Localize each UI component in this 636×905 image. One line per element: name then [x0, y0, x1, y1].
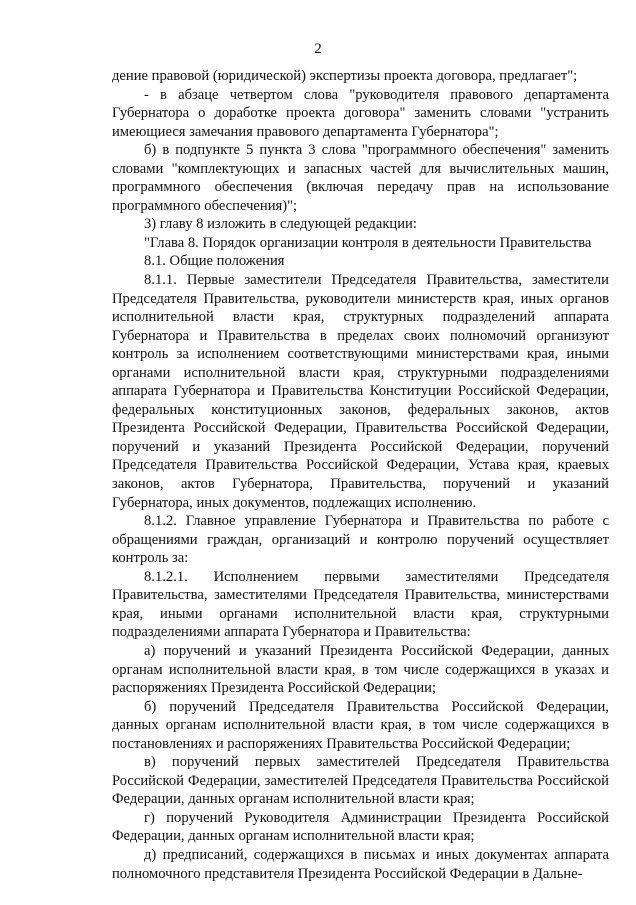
paragraph-8-1-2-1: 8.1.2.1. Исполнением первыми заместителями Председателя Правительства, заместителями Председателя Правительства, министерствами края, иными органами исполнительной власти края, структурными подразделениями аппарата Губернатора и Правительства:	[112, 568, 609, 641]
paragraph-item-a: а) поручений и указаний Президента Российской Федерации, данных органам исполнительной власти края, в том числе содержащихся в указах и распоряжениях Президента Российской Федерации;	[112, 642, 609, 697]
paragraph-item-b: б) поручений Председателя Правительства Российской Федерации, данных органам исполнительной власти края, в том числе содержащихся в постановлениях и распоряжениях Правительства Российской Федерации;	[112, 698, 609, 752]
paragraph-item-3: 3) главу 8 изложить в следующей редакции:	[144, 216, 417, 233]
chapter-heading: "Глава 8. Порядок организации контроля в деятельности Правительства	[144, 234, 592, 251]
page-number: 2	[314, 41, 322, 57]
paragraph-amendment-b: б) в подпункте 5 пункта 3 слова "программного обеспечения" заменить словами "комплектующих и запасных частей для вычислительных машин, программного обеспечения (включая передачу прав на использование программного обеспечения)";	[112, 142, 609, 214]
paragraph-continuation: дение правовой (юридической) экспертизы проекта договора, предлагает";	[112, 68, 578, 84]
paragraph-amendment-fourth-clause: - в абзаце четвертом слова "руководителя правового департамента Губернатора о доработке проекта договора" заменить словами "устранить имеющиеся замечания правового департамента Губернатора";	[112, 86, 609, 140]
paragraph-8-1-1: 8.1.1. Первые заместители Председателя Правительства, заместители Председателя Правительства, руководители министерств края, иных органов исполнительной власти края, структурных подразделений аппарата Губернатора и Правительства в пределах своих полномочий организуют контроль за исполнением соответствующими министерствами края, иными органами исполнительной власти края, структурными подразделениями аппарата Губернатора и Правительства Конституции Российской Федерации, федеральных конституционных законов, федеральных законов, актов Президента Российской Федерации, Правительства Российской Федерации, поручений и указаний Президента Российской Федерации, поручений Председателя Правительства Российской Федерации, Устава края, краевых законов, актов Губернатора, Правительства, поручений и указаний Губернатора, иных документов, подлежащих исполнению.	[112, 272, 609, 511]
section-heading-8-1: 8.1. Общие положения	[144, 253, 285, 270]
paragraph-item-d: д) предписаний, содержащихся в письмах и иных документах аппарата полномочного представителя Президента Российской Федерации в Дальне-	[112, 846, 609, 882]
paragraph-8-1-2: 8.1.2. Главное управление Губернатора и Правительства по работе с обращениями граждан, организаций и контролю поручений осуществляет контроль за:	[112, 513, 609, 567]
document-body	[112, 67, 609, 883]
paragraph-item-v: в) поручений первых заместителей Председателя Правительства Российской Федерации, заместителей Председателя Правительства Российской Федерации, данных органам исполнительной власти края;	[112, 754, 609, 808]
paragraph-item-g: г) поручений Руководителя Администрации Президента Российской Федерации, данных органам исполнительной власти края;	[112, 809, 609, 845]
